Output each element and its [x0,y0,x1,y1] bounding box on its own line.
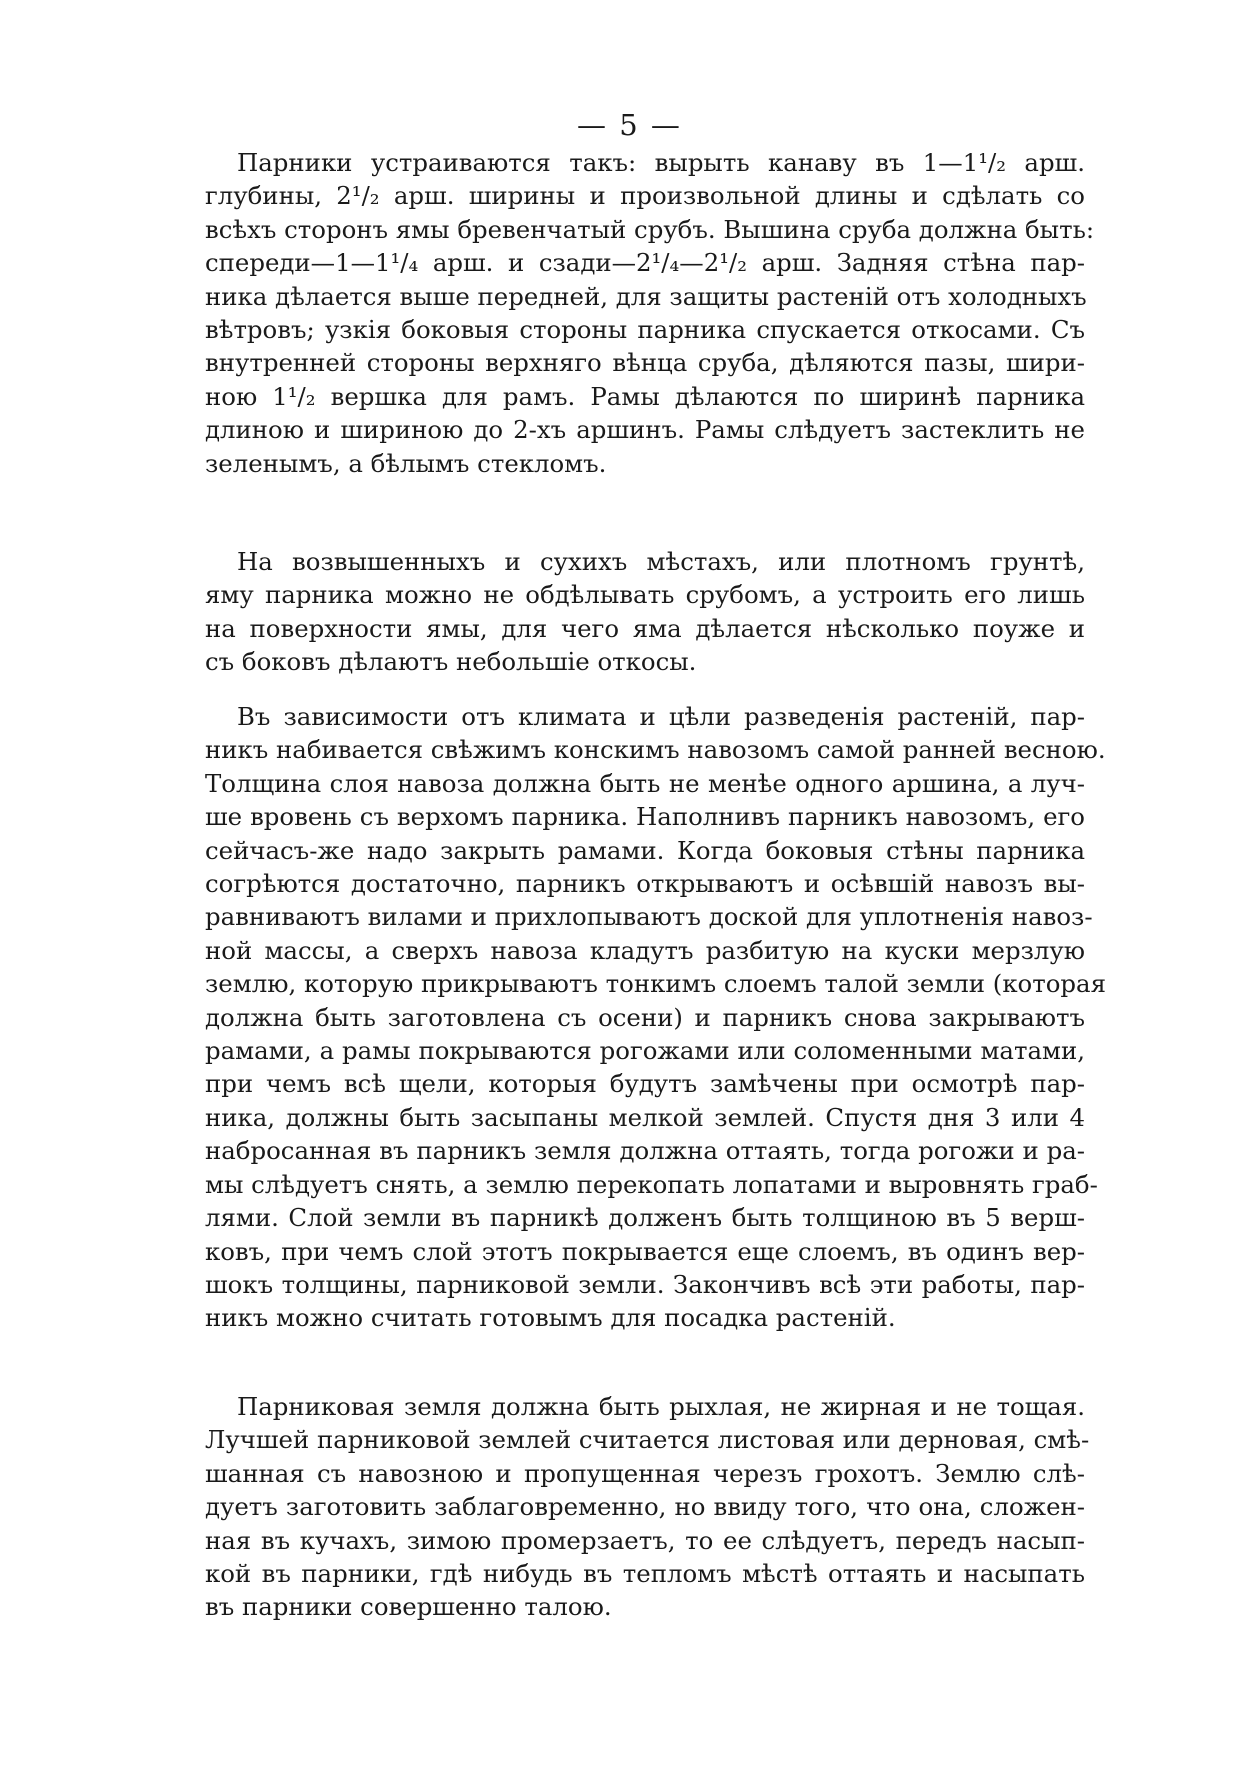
text-line: шанная съ навозною и пропущенная черезъ грохотъ. Землю слѣ- [205,1458,1085,1488]
text-line: никъ можно считать готовымъ для посадка растеній. [205,1303,896,1333]
text-line: зеленымъ, а бѣлымъ стекломъ. [205,448,607,478]
text-line: никъ набивается свѣжимъ конскимъ навозомъ самой ранней весною. [205,735,1106,765]
text-line: кой въ парники, гдѣ нибудь въ тепломъ мѣстѣ оттаять и насыпать [205,1559,1085,1589]
text-line: дуетъ заготовить заблаговременно, но ввиду того, что она, сложен- [205,1492,1085,1522]
text-line: должна быть заготовлена съ осени) и парникъ снова закрываютъ [205,1002,1085,1032]
text-line: глубины, 2¹/₂ арш. ширины и произвольной длины и сдѣлать со [205,181,1085,211]
text-line: длиною и шириною до 2-хъ аршинъ. Рамы слѣдуетъ застеклить не [205,415,1085,445]
text-line: шокъ толщины, парниковой земли. Закончивъ всѣ эти работы, пар- [205,1269,1085,1299]
text-line: Толщина слоя навоза должна быть не менѣе одного аршина, а луч- [205,768,1085,798]
text-line: набросанная въ парникъ земля должна оттаять, тогда рогожи и ра- [205,1136,1085,1166]
text-line: На возвышенныхъ и сухихъ мѣстахъ, или плотномъ грунтѣ, [237,547,1085,576]
text-line: ная въ кучахъ, зимою промерзаетъ, то ее слѣдуетъ, передъ насып- [205,1525,1085,1555]
text-line: Парники устраиваются такъ: вырыть канаву въ 1—1¹/₂ арш. [237,148,1085,177]
paragraph-2 [205,545,1085,679]
text-line: съ боковъ дѣлаютъ небольшіе откосы. [205,647,697,677]
text-line: рамами, а рамы покрываются рогожами или соломенными матами, [205,1036,1085,1066]
page-number: — 5 — [577,108,682,142]
text-line: мы слѣдуетъ снять, а землю перекопать лопатами и выровнять граб- [205,1169,1098,1199]
text-line: ника дѣлается выше передней, для защиты растеній отъ холодныхъ [205,281,1087,311]
text-line: равниваютъ вилами и прихлопываютъ доской для уплотненія навоз- [205,902,1093,932]
paragraph-4 [205,1390,1090,1624]
text-line: въ парники совершенно талою. [205,1592,612,1622]
text-line: ше вровень съ верхомъ парника. Наполнивъ парникъ навозомъ, его [205,802,1085,832]
text-line: лями. Слой земли въ парникѣ долженъ быть толщиною въ 5 верш- [205,1203,1085,1233]
text-line: землю, которую прикрываютъ тонкимъ слоемъ талой земли (которая [205,969,1106,999]
text-line: внутренней стороны верхняго вѣнца сруба, дѣляются пазы, шири- [205,348,1085,378]
paragraph-3 [205,700,1106,1335]
text-line: Въ зависимости отъ климата и цѣли разведенія растеній, пар- [237,702,1085,731]
text-line: сейчасъ-же надо закрыть рамами. Когда боковыя стѣны парника [205,835,1085,865]
paragraph-1 [205,146,1095,480]
text-line: ковъ, при чемъ слой этотъ покрывается еще слоемъ, въ одинъ вер- [205,1236,1085,1266]
text-line: яму парника можно не обдѣлывать срубомъ, а устроить его лишь [205,580,1085,610]
text-line: ника, должны быть засыпаны мелкой землей. Спустя дня 3 или 4 [205,1102,1085,1132]
text-line: на поверхности ямы, для чего яма дѣлается нѣсколько поуже и [205,613,1085,643]
text-line: Лучшей парниковой землей считается листовая или дерновая, смѣ- [205,1425,1090,1455]
text-line: Парниковая земля должна быть рыхлая, не жирная и не тощая. [237,1392,1085,1421]
text-line: вѣтровъ; узкія боковыя стороны парника спускается откосами. Съ [205,315,1085,345]
text-line: спереди—1—1¹/₄ арш. и сзади—2¹/₄—2¹/₂ арш. Задняя стѣна пар- [205,248,1085,278]
text-line: ной массы, а сверхъ навоза кладутъ разбитую на куски мерзлую [205,935,1085,965]
text-line: при чемъ всѣ щели, которыя будутъ замѣчены при осмотрѣ пар- [205,1069,1085,1099]
text-line: всѣхъ сторонъ ямы бревенчатый срубъ. Вышина сруба должна быть: [205,214,1095,244]
text-line: ною 1¹/₂ вершка для рамъ. Рамы дѣлаются по ширинѣ парника [205,381,1085,411]
text-line: согрѣются достаточно, парникъ открываютъ и осѣвшій навозъ вы- [205,869,1085,899]
